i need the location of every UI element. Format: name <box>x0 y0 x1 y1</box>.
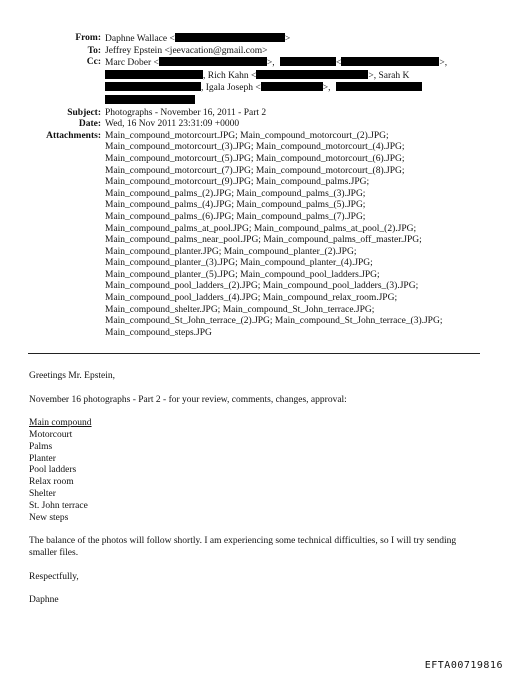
attachment-line[interactable]: Main_compound_pool_ladders_(2).JPG; Main_compound_pool_ladders_(3).JPG; <box>105 281 419 292</box>
subject-row <box>0 108 512 120</box>
list-item: Planter <box>29 453 56 464</box>
attachment-line[interactable]: Main_compound_shelter.JPG; Main_compound_St_John_terrace.JPG; <box>105 304 375 315</box>
attachment-line[interactable]: Main_compound_motorcourt_(5).JPG; Main_compound_motorcourt_(6).JPG; <box>105 153 405 164</box>
from-label: From: <box>75 33 101 43</box>
redaction-bar <box>280 57 336 66</box>
closing: Respectfully, <box>29 571 79 582</box>
cc-label: Cc: <box>86 57 101 68</box>
attachment-line[interactable]: Main_compound_motorcourt_(7).JPG; Main_compound_motorcourt_(8).JPG; <box>105 165 405 176</box>
list-item: Shelter <box>29 488 56 499</box>
redaction-bar <box>105 70 203 79</box>
redaction-bar <box>105 82 201 91</box>
list-item: Relax room <box>29 477 74 488</box>
attachment-line[interactable]: Main_compound_motorcourt_(3).JPG; Main_compound_motorcourt_(4).JPG; <box>105 142 405 153</box>
email-header <box>0 33 512 339</box>
from-name: Daphne Wallace < <box>105 34 175 44</box>
intro-text: November 16 photographs - Part 2 - for your review, comments, changes, approval: <box>29 394 347 405</box>
list-item: Motorcourt <box>29 429 73 440</box>
redaction-bar <box>105 95 195 104</box>
from-row: From: Daphne Wallace < > <box>0 33 512 46</box>
subject-label: Subject: <box>67 107 101 118</box>
list-item: Pool ladders <box>29 465 77 476</box>
header-divider <box>28 353 480 354</box>
cc-row: Cc: Marc Dober < >, < >, <box>0 57 512 70</box>
cc-row-4 <box>0 95 512 108</box>
attachment-line[interactable]: Main_compound_motorcourt.JPG; Main_compound_motorcourt_(2).JPG; <box>105 130 389 141</box>
attachment-line[interactable]: Main_compound_planter.JPG; Main_compound_planter_(2).JPG; <box>105 246 357 257</box>
document-id: EFTA00719816 <box>424 660 503 671</box>
attachment-line[interactable]: Main_compound_planter_(3).JPG; Main_compound_planter_(4).JPG; <box>105 258 373 269</box>
date-label: Date: <box>78 119 101 130</box>
attachment-line[interactable]: Main_compound_palms_(4).JPG; Main_compound_palms_(5).JPG; <box>105 200 366 211</box>
redaction-bar <box>256 70 368 79</box>
attachments-label: Attachments: <box>46 130 101 141</box>
to-value: Jeffrey Epstein <jeevacation@gmail.com> <box>105 45 268 56</box>
attachment-line[interactable]: Main_compound_St_John_terrace_(2).JPG; Main_compound_St_John_terrace_(3).JPG; <box>105 316 443 327</box>
redaction-bar <box>261 82 323 91</box>
cc-row-2: , Rich Kahn < >, Sarah K <box>0 70 512 83</box>
list-item: New steps <box>29 512 69 523</box>
date-row <box>0 119 512 131</box>
date-value: Wed, 16 Nov 2011 23:31:09 +0000 <box>105 119 240 130</box>
redaction-bar <box>159 57 267 66</box>
attachments-list <box>105 131 512 340</box>
attachment-line[interactable]: Main_compound_planter_(5).JPG; Main_compound_pool_ladders.JPG; <box>105 269 380 280</box>
redaction-bar <box>341 57 439 66</box>
list-item: Palms <box>29 441 53 452</box>
to-label: To: <box>87 45 101 56</box>
subject-value: Photographs - November 16, 2011 - Part 2 <box>105 107 267 118</box>
balance-text: The balance of the photos will follow shortly. I am experiencing some technical difficulties, so I will try sending <box>29 536 457 547</box>
redaction-bar <box>336 82 422 91</box>
attachments-row <box>0 131 512 340</box>
attachment-line[interactable]: Main_compound_motorcourt_(9).JPG; Main_compound_palms.JPG; <box>105 177 370 188</box>
attachment-line[interactable]: Main_compound_steps.JPG <box>105 327 212 338</box>
attachment-line[interactable]: Main_compound_palms_near_pool.JPG; Main_compound_palms_off_master.JPG; <box>105 235 422 246</box>
attachment-line[interactable]: Main_compound_palms_(2).JPG; Main_compound_palms_(3).JPG; <box>105 188 366 199</box>
email-body <box>29 371 489 607</box>
signature: Daphne <box>29 595 59 606</box>
list-title: Main compound <box>29 418 92 429</box>
attachment-line[interactable]: Main_compound_pool_ladders_(4).JPG; Main_compound_relax_room.JPG; <box>105 293 398 304</box>
greeting: Greetings Mr. Epstein, <box>29 371 116 381</box>
cc-row-3: , Igala Joseph < >, <box>0 82 512 95</box>
balance-text-cont: smaller files. <box>29 547 79 558</box>
list-item: St. John terrace <box>29 500 88 511</box>
redaction-bar <box>175 33 285 42</box>
to-row <box>0 46 512 58</box>
attachment-line[interactable]: Main_compound_palms_at_pool.JPG; Main_compound_palms_at_pool_(2).JPG; <box>105 223 417 234</box>
attachment-line[interactable]: Main_compound_palms_(6).JPG; Main_compound_palms_(7).JPG; <box>105 211 366 222</box>
